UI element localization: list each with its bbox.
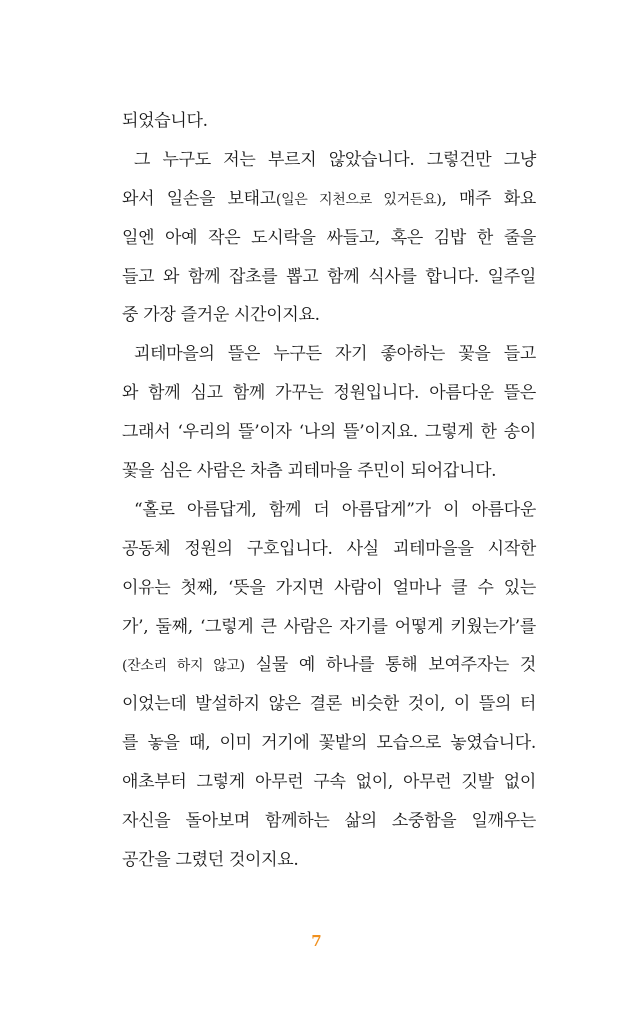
text-fragment: 실물 예 하나를 통해 보여주자는 것 xyxy=(244,655,536,676)
parenthetical-note: (일은 지천으로 있거든요) xyxy=(275,191,442,208)
text-line-13: 이유는 첫째, ‘뜻을 가지면 사람이 얼마나 클 수 있는 xyxy=(122,577,536,598)
text-fragment: , 매주 화요 xyxy=(441,188,536,209)
text-line-15 xyxy=(122,646,536,685)
text-line-7: 괴테마을의 뜰은 누구든 자기 좋아하는 꽃을 들고 xyxy=(134,344,536,365)
page-number: 7 xyxy=(311,932,322,950)
text-line-11: “홀로 아름답게, 함께 더 아름답게”가 이 아름다운 xyxy=(134,499,536,520)
text-line-12: 공동체 정원의 구호입니다. 사실 괴테마을을 시작한 xyxy=(122,538,536,559)
text-line-6: 중 가장 즐거운 시간이지요. xyxy=(122,305,320,326)
text-line-4: 일엔 아예 작은 도시락을 싸들고, 혹은 김밥 한 줄을 xyxy=(122,227,536,248)
text-fragment: 와서 일손을 보태고 xyxy=(122,188,276,209)
body-text xyxy=(122,102,536,880)
text-line-2: 그 누구도 저는 부르지 않았습니다. 그렇건만 그냥 xyxy=(134,149,536,170)
parenthetical-note: (잔소리 하지 않고) xyxy=(122,658,245,675)
text-line-5: 들고 와 함께 잡초를 뽑고 함께 식사를 합니다. 일주일 xyxy=(122,266,536,287)
text-line-20: 공간을 그렸던 것이지요. xyxy=(122,849,299,870)
text-line-14: 가’, 둘째, ‘그렇게 큰 사람은 자기를 어떻게 키웠는가’를 xyxy=(122,616,536,637)
text-line-9: 그래서 ‘우리의 뜰’이자 ‘나의 뜰’이지요. 그렇게 한 송이 xyxy=(122,422,536,443)
text-line-10: 꽃을 심은 사람은 차츰 괴테마을 주민이 되어갑니다. xyxy=(122,461,497,482)
text-line-19: 자신을 돌아보며 함께하는 삶의 소중함을 일깨우는 xyxy=(122,811,536,832)
text-line-18: 애초부터 그렇게 아무런 구속 없이, 아무런 깃발 없이 xyxy=(122,772,536,793)
text-line-1: 되었습니다. xyxy=(122,111,208,131)
text-line-17: 를 놓을 때, 이미 거기에 꽃밭의 모습으로 놓였습니다. xyxy=(122,733,536,754)
text-line-16: 이었는데 발설하지 않은 결론 비슷한 것이, 이 뜰의 터 xyxy=(122,694,536,715)
text-line-8: 와 함께 심고 함께 가꾸는 정원입니다. 아름다운 뜰은 xyxy=(122,383,536,404)
text-line-3 xyxy=(122,180,536,219)
